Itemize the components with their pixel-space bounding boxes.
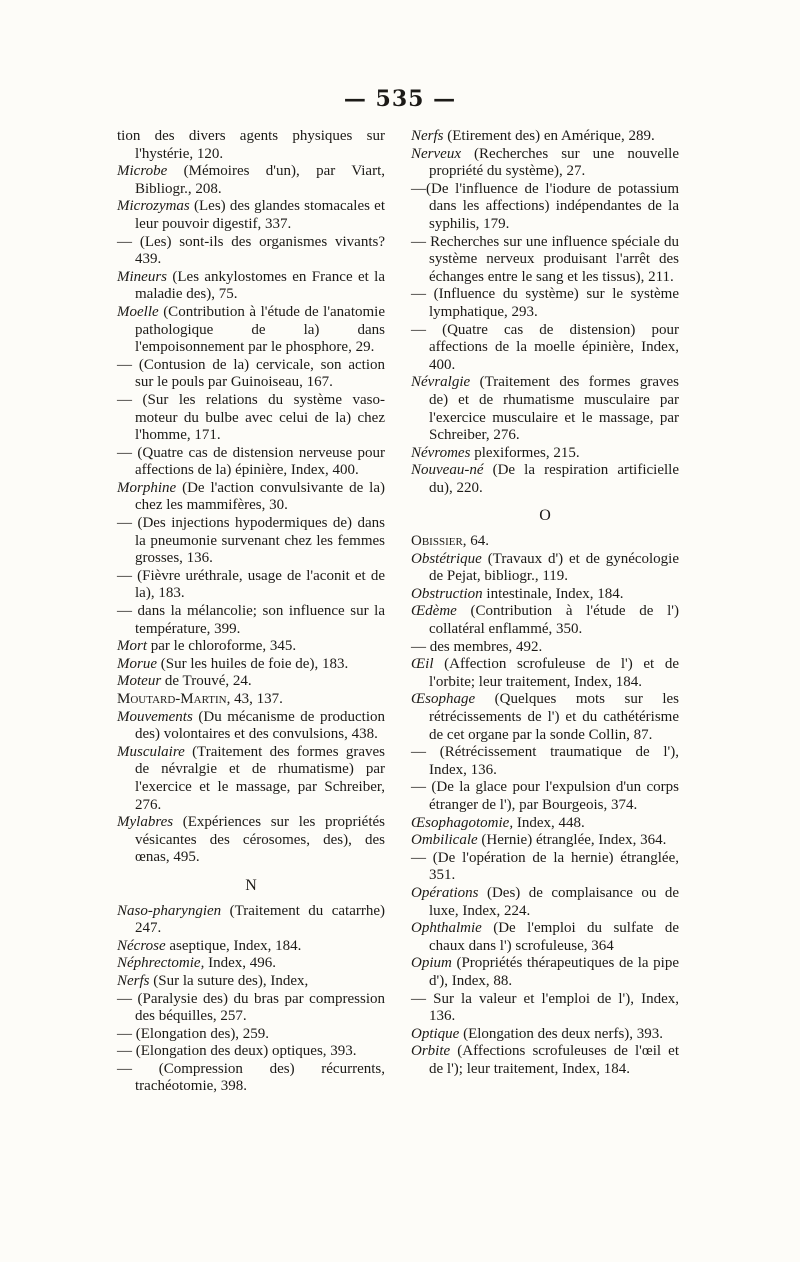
- entry-text: (Des) de complaisance ou de luxe, Index, 224.: [429, 884, 680, 919]
- index-entry: [411, 445, 679, 463]
- entry-text: (Contribution à l'étude de l'anatomie pathologique de la) dans l'empoisonnement par le phosphore, 29.: [135, 303, 385, 356]
- entry-heading: Œil: [411, 656, 434, 673]
- entry-heading: Nerfs: [117, 972, 150, 989]
- entry-heading: Œdème: [411, 603, 457, 620]
- entry-text: (Affections scrofuleuses de l'œil et de l'); leur traitement, Index, 184.: [429, 1043, 679, 1077]
- index-entry: [411, 533, 679, 551]
- entry-text: (Propriétés thérapeutiques de la pipe d'), Index, 88.: [429, 955, 680, 989]
- index-entry: [411, 955, 679, 990]
- entry-heading: Mineurs: [117, 268, 167, 285]
- index-entry: [117, 973, 385, 991]
- index-entry: [411, 1026, 679, 1044]
- entry-heading: Nouveau-né: [411, 462, 484, 479]
- entry-text: (Traitement des formes graves de névralgie et de rhumatisme) par l'exercice et le massage, par Schreiber, 276.: [135, 743, 385, 813]
- entry-text: —(De l'influence de l'iodure de potassium dans les affections) indépendantes de la syphilis, 179.: [411, 180, 679, 232]
- entry-heading: Mylabres: [117, 814, 174, 831]
- index-entry: [411, 286, 679, 321]
- index-entry: [411, 234, 679, 287]
- entry-heading: Névralgie: [411, 374, 471, 391]
- index-entry: [117, 955, 385, 973]
- index-entry: [411, 832, 679, 850]
- entry-text: 64.: [470, 533, 490, 550]
- entry-text: (Hernie) étranglée, Index, 364.: [481, 832, 667, 849]
- index-entry: [411, 991, 679, 1026]
- entry-heading: Moteur: [117, 673, 162, 690]
- entry-text: — des membres, 492.: [411, 638, 543, 655]
- index-entry: [117, 304, 385, 357]
- index-entry: [117, 1026, 385, 1044]
- index-entry: [411, 146, 679, 181]
- index-entry: [117, 903, 385, 938]
- entry-heading: Mouvements: [117, 708, 193, 725]
- index-entry: [117, 357, 385, 392]
- entry-text: par le chloroforme, 345.: [150, 638, 297, 655]
- entry-heading: Orbite: [411, 1043, 451, 1060]
- entry-heading: Musculaire: [117, 743, 185, 760]
- page-number: — 535 —: [343, 86, 457, 112]
- entry-heading: Obstruction: [411, 585, 483, 602]
- index-entry: [411, 322, 679, 375]
- entry-heading: Microzymas: [117, 198, 190, 215]
- index-entry: [411, 181, 679, 234]
- index-entry: [117, 691, 385, 709]
- entry-text: (Expériences sur les propriétés vésicantes des cérosomes, des), des œnas, 495.: [135, 814, 385, 866]
- entry-text: (Traitement des formes graves de) et de rhumatisme musculaire par l'exercice musculaire et le massage, par Schreiber, 276.: [429, 374, 679, 444]
- index-entry: [411, 850, 679, 885]
- index-entry: [411, 779, 679, 814]
- entry-heading: Ombilicale: [411, 832, 478, 849]
- entry-heading: Ophthalmie: [411, 920, 482, 937]
- entry-text: — (De la glace pour l'expulsion d'un corps étranger de l'), par Bourgeois, 374.: [411, 779, 679, 813]
- entry-heading: Moutard-Martin,: [117, 691, 231, 707]
- index-entry: [411, 462, 679, 497]
- entry-heading: Morue: [117, 655, 157, 672]
- entry-text: (De la respiration artificielle du), 220.: [429, 462, 679, 496]
- entry-text: tion des divers agents physiques sur l'hystérie, 120.: [117, 128, 385, 162]
- index-entry: [411, 691, 679, 744]
- entry-text: (Sur la suture des), Index,: [153, 972, 309, 989]
- index-entry: [411, 1043, 679, 1078]
- entry-text: de Trouvé, 24.: [164, 673, 252, 690]
- index-entry: [411, 551, 679, 586]
- index-entry: [117, 480, 385, 515]
- entry-text: (Etirement des) en Amérique, 289.: [447, 128, 655, 144]
- entry-text: (Elongation des deux nerfs), 393.: [463, 1025, 664, 1042]
- entry-text: aseptique, Index, 184.: [169, 937, 302, 954]
- entry-heading: Optique: [411, 1025, 460, 1042]
- index-entry: [117, 163, 385, 198]
- entry-heading: Névromes: [411, 444, 471, 461]
- left-column: [117, 128, 385, 1096]
- index-entry: [411, 586, 679, 604]
- index-entry: [117, 269, 385, 304]
- index-entry: [117, 1061, 385, 1096]
- entry-text: — (De l'opération de la hernie) étranglée, 351.: [411, 849, 679, 884]
- index-entry: [411, 815, 679, 833]
- entry-heading: Moelle: [117, 303, 159, 320]
- entry-text: Index, 448.: [516, 814, 585, 831]
- index-entry: [117, 234, 385, 269]
- entry-heading: Nécrose: [117, 937, 166, 954]
- entry-text: — (Influence du système) sur le système lymphatique, 293.: [411, 286, 679, 320]
- index-entry: [117, 673, 385, 691]
- entry-heading: Opérations: [411, 884, 479, 901]
- entry-text: — (Compression des) récurrents, trachéotomie, 398.: [117, 1060, 385, 1095]
- entry-text: — dans la mélancolie; son influence sur la température, 399.: [117, 603, 385, 637]
- entry-heading: Morphine: [117, 479, 177, 496]
- entry-heading: Obissier,: [411, 533, 467, 550]
- index-entry: [117, 515, 385, 568]
- entry-text: 43, 137.: [234, 691, 283, 707]
- entry-text: — (Quatre cas de distension nerveuse pour affections de la) épinière, Index, 400.: [117, 444, 385, 479]
- entry-text: intestinale, Index, 184.: [486, 585, 624, 602]
- entry-text: — (Fièvre uréthrale, usage de l'aconit et de la), 183.: [117, 567, 385, 602]
- index-entry: [117, 656, 385, 674]
- entry-text: — (Les) sont-ils des organismes vivants? 439.: [117, 233, 385, 268]
- section-letter: N: [245, 876, 257, 894]
- entry-heading: Œsophagotomie,: [411, 814, 514, 831]
- entry-text: (Sur les huiles de foie de), 183.: [160, 655, 349, 672]
- index-entry: [411, 128, 679, 146]
- entry-text: — (Sur les relations du système vaso-moteur du bulbe avec celui de la) chez l'homme, 171.: [117, 391, 385, 444]
- index-entry: [117, 938, 385, 956]
- entry-text: (Contribution à l'étude de l') collatéral enflammé, 350.: [429, 603, 680, 638]
- entry-text: (Du mécanisme de production des) volontaires et des convulsions, 438.: [135, 708, 385, 743]
- entry-text: — Recherches sur une influence spéciale du système nerveux produisant l'arrêt des échanges entre le sang et les tissus), 211.: [411, 233, 679, 285]
- entry-text: (Travaux d') et de gynécologie de Pejat, bibliogr., 119.: [429, 550, 680, 585]
- entry-text: — (Des injections hypodermiques de) dans la pneumonie survenant chez les femmes grosses, 136.: [117, 515, 385, 567]
- entry-heading: Opium: [411, 955, 452, 972]
- entry-text: (Mémoires d'un), par Viart, Bibliogr., 208.: [135, 163, 385, 197]
- entry-text: — (Elongation des deux) optiques, 393.: [117, 1043, 357, 1060]
- entry-text: — (Contusion de la) cervicale, son action sur le pouls par Guinoiseau, 167.: [117, 356, 385, 391]
- entry-text: — (Elongation des), 259.: [117, 1025, 270, 1042]
- index-entry: [411, 885, 679, 920]
- index-entry: [117, 603, 385, 638]
- index-entry: [117, 198, 385, 233]
- index-entry: [411, 920, 679, 955]
- right-column: [411, 128, 679, 1078]
- entry-heading: Nerfs: [411, 128, 444, 144]
- index-entry: [117, 445, 385, 480]
- entry-text: (Les) des glandes stomacales et leur pouvoir digestif, 337.: [135, 198, 385, 232]
- index-entry: [117, 709, 385, 744]
- index-entry: [411, 639, 679, 657]
- entry-text: plexiformes, 215.: [474, 444, 580, 461]
- entry-text: (Traitement du catarrhe) 247.: [135, 902, 385, 937]
- entry-text: — (Paralysie des) du bras par compression des béquilles, 257.: [117, 990, 385, 1025]
- index-entry: [117, 638, 385, 656]
- entry-text: (De l'emploi du sulfate de chaux dans l') scrofuleuse, 364: [429, 920, 680, 954]
- entry-heading: Naso-pharyngien: [117, 902, 222, 919]
- index-entry: [411, 603, 679, 638]
- entry-text: (Recherches sur une nouvelle propriété du système), 27.: [429, 145, 679, 180]
- index-entry: [117, 744, 385, 814]
- index-entry: [117, 568, 385, 603]
- entry-heading: Microbe: [117, 163, 168, 180]
- index-entry: [411, 374, 679, 444]
- index-entry: [411, 656, 679, 691]
- index-entry: [117, 991, 385, 1026]
- entry-text: — (Rétrécissement traumatique de l'), Index, 136.: [411, 744, 679, 778]
- entry-text: — (Quatre cas de distension) pour affections de la moelle épinière, Index, 400.: [411, 321, 679, 373]
- index-entry: [117, 1043, 385, 1061]
- entry-heading: Obstétrique: [411, 550, 482, 567]
- entry-text: (Les ankylostomes en France et la maladie des), 75.: [135, 268, 386, 303]
- entry-heading: Mort: [117, 638, 147, 655]
- index-entry: [117, 128, 385, 163]
- index-entry: [117, 392, 385, 445]
- index-entry: [411, 744, 679, 779]
- entry-text: (Affection scrofuleuse de l') et de l'orbite; leur traitement, Index, 184.: [429, 656, 680, 690]
- entry-text: Index, 496.: [208, 955, 276, 972]
- entry-heading: Nerveux: [411, 145, 461, 162]
- entry-text: — Sur la valeur et l'emploi de l'), Index, 136.: [411, 990, 679, 1025]
- entry-heading: Néphrectomie,: [117, 955, 205, 972]
- section-letter: O: [539, 507, 551, 525]
- entry-heading: Œsophage: [411, 691, 476, 708]
- entry-text: (Quelques mots sur les rétrécissements de l') et du cathétérisme de cet organe par la sonde Collin, 87.: [429, 691, 679, 743]
- entry-text: (De l'action convulsivante de la) chez les mammifères, 30.: [135, 479, 385, 514]
- index-entry: [117, 814, 385, 867]
